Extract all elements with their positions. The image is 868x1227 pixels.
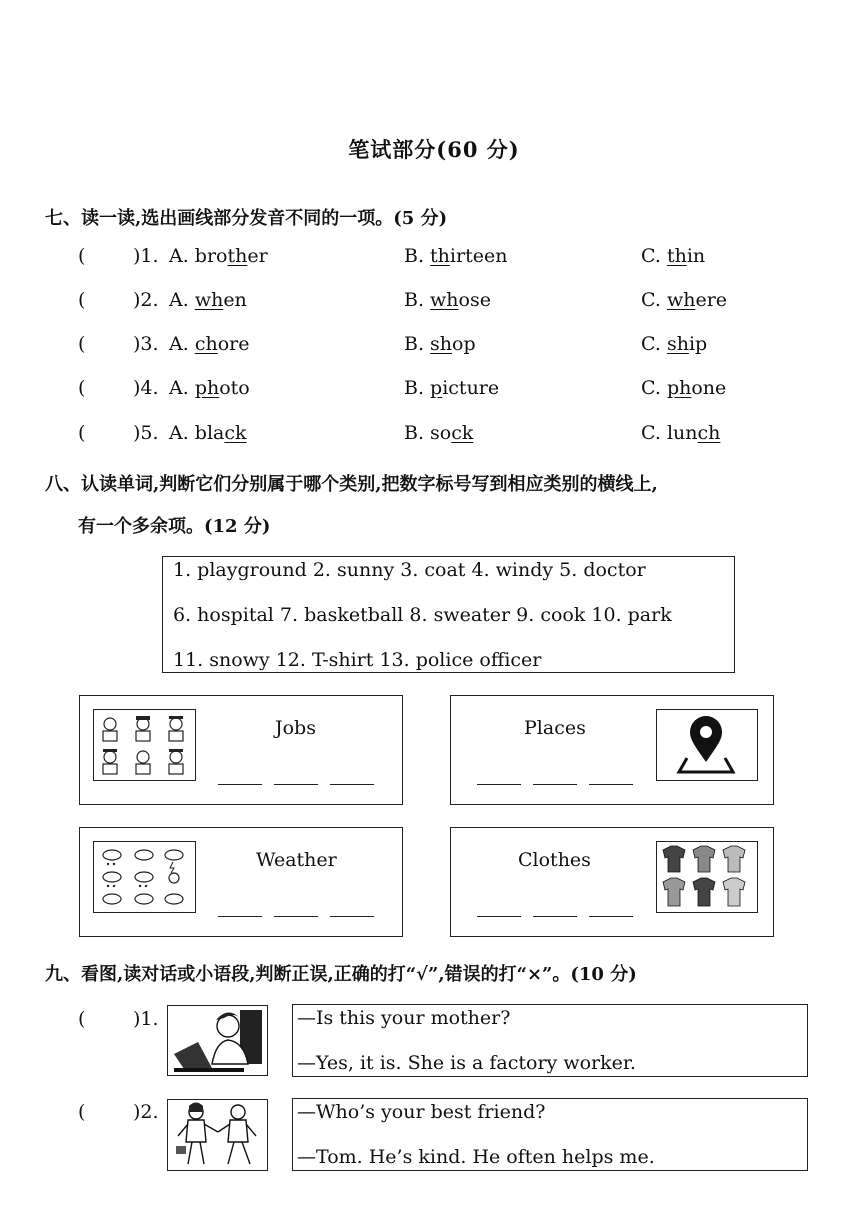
answer-blank[interactable] <box>274 784 318 785</box>
answer-paren-open[interactable]: ( <box>78 377 86 399</box>
underlined-letters: wh <box>666 289 696 311</box>
answer-blank[interactable] <box>274 916 318 917</box>
map-pin-icon <box>656 709 758 781</box>
underlined-letters: p <box>430 377 443 399</box>
option-b: B. picture <box>404 377 500 399</box>
option-c: C. where <box>641 289 728 311</box>
section-8-heading-line1: 八、认读单词,判断它们分别属于哪个类别,把数字标号写到相应类别的横线上, <box>45 474 658 495</box>
option-b: B. shop <box>404 333 476 355</box>
option-b: B. thirteen <box>404 245 508 267</box>
category-places <box>450 695 774 805</box>
option-a: A. chore <box>169 333 250 355</box>
answer-blank[interactable] <box>533 916 577 917</box>
underlined-letters: ck <box>224 422 247 444</box>
category-jobs <box>79 695 403 805</box>
option-c: C. thin <box>641 245 706 267</box>
underlined-letters: th <box>666 245 687 267</box>
category-clothes <box>450 827 774 937</box>
option-b: B. whose <box>404 289 491 311</box>
underlined-letters: wh <box>430 289 459 311</box>
item-number: )1. <box>133 245 159 267</box>
page-title: 笔试部分(60 分) <box>348 137 520 162</box>
item-number: )4. <box>133 377 159 399</box>
word-bank <box>162 556 735 673</box>
clothes-icons <box>656 841 758 913</box>
answer-paren-open[interactable]: ( <box>78 1008 86 1030</box>
dialogue-line: —Is this your mother? <box>297 1007 511 1029</box>
underlined-letters: wh <box>194 289 224 311</box>
item-number: )2. <box>133 289 159 311</box>
underlined-letters: ch <box>697 422 721 444</box>
section-8-heading-line2: 有一个多余项。(12 分) <box>78 516 271 537</box>
answer-blank[interactable] <box>218 916 262 917</box>
underlined-letters: ph <box>194 377 220 399</box>
woman-laptop-image <box>167 1005 268 1076</box>
section-9-heading: 九、看图,读对话或小语段,判断正误,正确的打“√”,错误的打“×”。(10 分) <box>45 964 637 985</box>
category-label-places: Places <box>524 717 586 739</box>
answer-paren-open[interactable]: ( <box>78 289 86 311</box>
answer-blank[interactable] <box>218 784 262 785</box>
underlined-letters: sh <box>666 333 689 355</box>
answer-blank[interactable] <box>330 916 374 917</box>
option-a: A. when <box>169 289 247 311</box>
dialogue-line: —Yes, it is. She is a factory worker. <box>297 1052 636 1074</box>
answer-blank[interactable] <box>477 916 521 917</box>
answer-blank[interactable] <box>533 784 577 785</box>
underlined-letters: ch <box>194 333 218 355</box>
dialogue-line: —Tom. He’s kind. He often helps me. <box>297 1146 655 1168</box>
underlined-letters: ck <box>451 422 474 444</box>
jobs-people-icon <box>93 709 196 781</box>
answer-paren-open[interactable]: ( <box>78 333 86 355</box>
answer-paren-open[interactable]: ( <box>78 245 86 267</box>
underlined-letters: ph <box>666 377 692 399</box>
weather-icons <box>93 841 196 913</box>
answer-paren-open[interactable]: ( <box>78 1101 86 1123</box>
word-bank-line: 6. hospital 7. basketball 8. sweater 9. cook 10. park <box>173 604 672 626</box>
answer-blank[interactable] <box>330 784 374 785</box>
item-number: )1. <box>133 1008 159 1030</box>
item-number: )5. <box>133 422 159 444</box>
word-bank-line: 1. playground 2. sunny 3. coat 4. windy 5. doctor <box>173 559 646 581</box>
option-a: A. brother <box>169 245 268 267</box>
answer-blank[interactable] <box>477 784 521 785</box>
underlined-letters: sh <box>430 333 453 355</box>
option-b: B. sock <box>404 422 474 444</box>
category-weather <box>79 827 403 937</box>
option-c: C. lunch <box>641 422 721 444</box>
answer-blank[interactable] <box>589 784 633 785</box>
category-label-clothes: Clothes <box>518 849 591 871</box>
dialogue-line: —Who’s your best friend? <box>297 1101 546 1123</box>
friends-image <box>167 1099 268 1171</box>
dialogue-box-1 <box>292 1004 808 1077</box>
answer-paren-open[interactable]: ( <box>78 422 86 444</box>
category-label-jobs: Jobs <box>275 717 316 739</box>
option-c: C. phone <box>641 377 727 399</box>
underlined-letters: th <box>430 245 450 267</box>
answer-blank[interactable] <box>589 916 633 917</box>
item-number: )2. <box>133 1101 159 1123</box>
section-7-heading: 七、读一读,选出画线部分发音不同的一项。(5 分) <box>45 208 448 229</box>
option-a: A. black <box>169 422 247 444</box>
option-a: A. photo <box>169 377 250 399</box>
underlined-letters: th <box>227 245 248 267</box>
word-bank-line: 11. snowy 12. T-shirt 13. police officer <box>173 649 542 671</box>
item-number: )3. <box>133 333 159 355</box>
category-label-weather: Weather <box>256 849 337 871</box>
option-c: C. ship <box>641 333 708 355</box>
dialogue-box-2 <box>292 1098 808 1171</box>
